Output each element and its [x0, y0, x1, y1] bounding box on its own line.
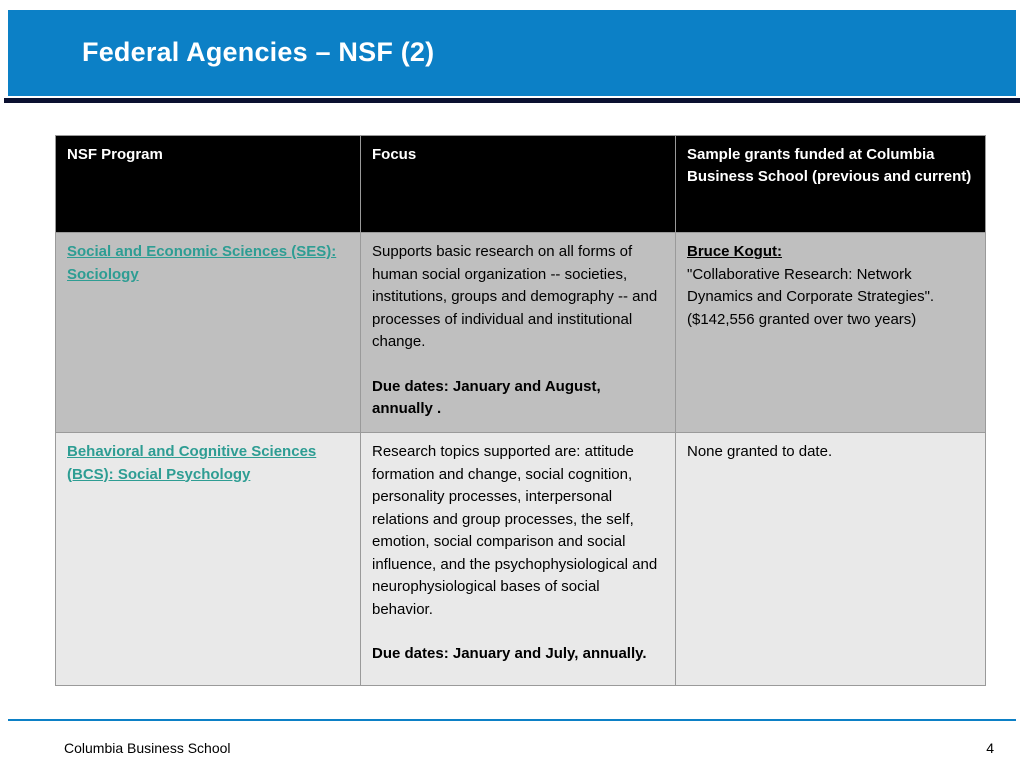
col-header-sample-grants: Sample grants funded at Columbia Business School (previous and current): [676, 136, 986, 233]
program-link-ses-sociology[interactable]: Social and Economic Sciences (SES): Sociology: [67, 243, 337, 283]
table-header-row: [56, 136, 986, 233]
footer-divider: [8, 719, 1016, 721]
table-row: [56, 433, 986, 686]
grant-detail: None granted to date.: [687, 443, 833, 460]
col-header-nsf-program: NSF Program: [56, 136, 361, 233]
due-dates: Due dates: January and August, annually .: [372, 377, 601, 417]
footer-school-name: Columbia Business School: [64, 740, 231, 756]
table-row: [56, 233, 986, 433]
grant-name: Bruce Kogut:: [687, 243, 782, 260]
cell-grant-ses: [676, 233, 986, 433]
col-header-focus: Focus: [361, 136, 676, 233]
title-underline: [4, 98, 1020, 103]
cell-grant-bcs: [676, 433, 986, 686]
title-bar: [8, 10, 1016, 96]
page-number: 4: [986, 740, 994, 756]
focus-text: Supports basic research on all forms of human social organization -- societies, institutions, groups and demography -- and processes of individual and institutional change.: [372, 243, 658, 350]
grants-table: [55, 135, 986, 686]
slide-title: Federal Agencies – NSF (2): [82, 37, 435, 67]
due-dates: Due dates: January and July, annually.: [372, 645, 647, 662]
cell-focus-bcs: [361, 433, 676, 686]
grant-detail: "Collaborative Research: Network Dynamics and Corporate Strategies". ($142,556 granted over two years): [687, 265, 935, 328]
cell-program-ses: [56, 233, 361, 433]
program-link-bcs-social-psychology[interactable]: Behavioral and Cognitive Sciences (BCS): Social Psychology: [67, 443, 317, 483]
focus-text: Research topics supported are: attitude formation and change, social cognition, personality processes, interpersonal relations and group processes, the self, emotion, social comparison and social influence, and the psychophysiological and neurophysiological bases of social behavior.: [372, 443, 658, 618]
cell-focus-ses: [361, 233, 676, 433]
cell-program-bcs: [56, 433, 361, 686]
